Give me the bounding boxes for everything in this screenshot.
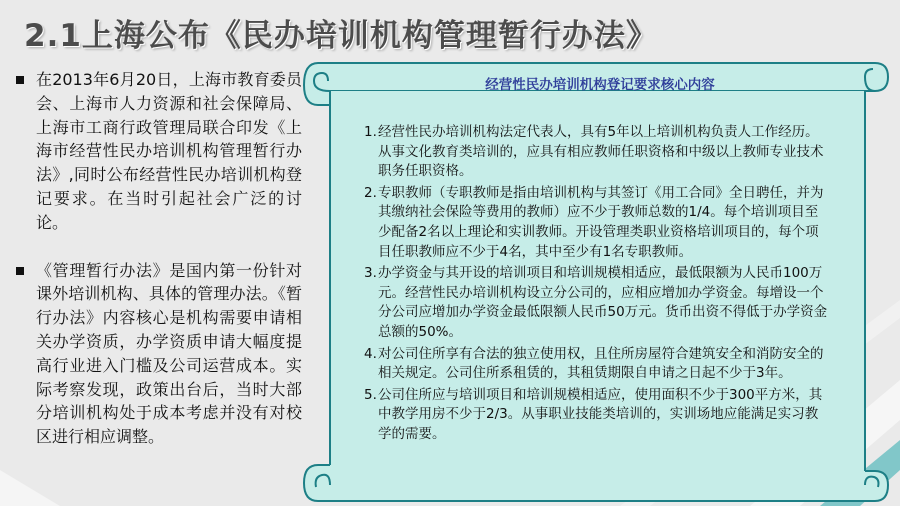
list-item [338,264,858,342]
item-text: 对公司住所享有合法的独立使用权，且住所房屋符合建筑安全和消防安全的相关规定。公司住所系租赁的，其租赁期限自申请之日起不少于3年。 [378,345,824,382]
item-text: 专职教师（专职教师是指由培训机构与其签订《用工合同》全日聘任，并为其缴纳社会保险等费用的教师）应不少于教师总数的1/4。每个培训项目至少配备2名以上理论和实训教师。开设管理类职业资格培训项目的，每个项目任职教师应不少于4名，其中至少有1名专职教师。 [378,184,824,260]
slide-title: 2.1上海公布《民办培训机构管理暂行办法》 [24,18,658,54]
item-text: 公司住所应与培训项目和培训规模相适应，使用面积不少于300平方米，其中教学用房不少于2/3。从事职业技能类培训的，实训场地应能满足实习教学的需要。 [378,386,823,442]
scroll-heading: 经营性民办培训机构登记要求核心内容 [485,77,715,93]
bullet-item [14,259,314,449]
bullet-text: 在2013年6月20日，上海市教育委员会、上海市人力资源和社会保障局、上海市工商行政管理局联合印发《上海市经营性民办培训机构管理暂行办法》,同时公布经营性民办培训机构登记要求。在当时引起社会广泛的讨论。 [36,70,302,232]
bullet-item [14,68,314,235]
list-item [338,386,858,445]
item-number: 2. [364,184,377,201]
item-number: 3. [364,265,377,282]
requirements-list [338,123,858,447]
left-bullet-list [14,68,314,449]
list-item [338,184,858,262]
item-number: 1. [364,124,377,140]
item-text: 经营性民办培训机构法定代表人，具有5年以上培训机构负责人工作经历。从事文化教育类培训的，应具有相应教师任职资格和中级以上教师专业技术职务任职资格。 [378,124,824,180]
item-number: 5. [364,386,377,403]
item-number: 4. [364,345,377,362]
square-bullet-icon [16,76,24,84]
list-item [338,123,858,182]
scroll-banner [290,55,900,506]
bullet-text: 《管理暂行办法》是国内第一份针对课外培训机构、具体的管理办法。《暂行办法》内容核心是机构需要申请相关办学资质，办学资质申请大幅度提高行业进入门槛及公司运营成本。实际考察发现，政策出台后，当时大部分培训机构处于成本考虑并没有对校区进行相应调整。 [36,260,302,447]
square-bullet-icon [16,267,24,275]
list-item [338,345,858,384]
item-text: 办学资金与其开设的培训项目和培训规模相适应，最低限额为人民币100万元。经营性民办培训机构设立分公司的，应相应增加办学资金。每增设一个分公司应增加办学资金最低限额人民币50万元。货币出资不得低于办学资金总额的50%。 [378,265,828,340]
